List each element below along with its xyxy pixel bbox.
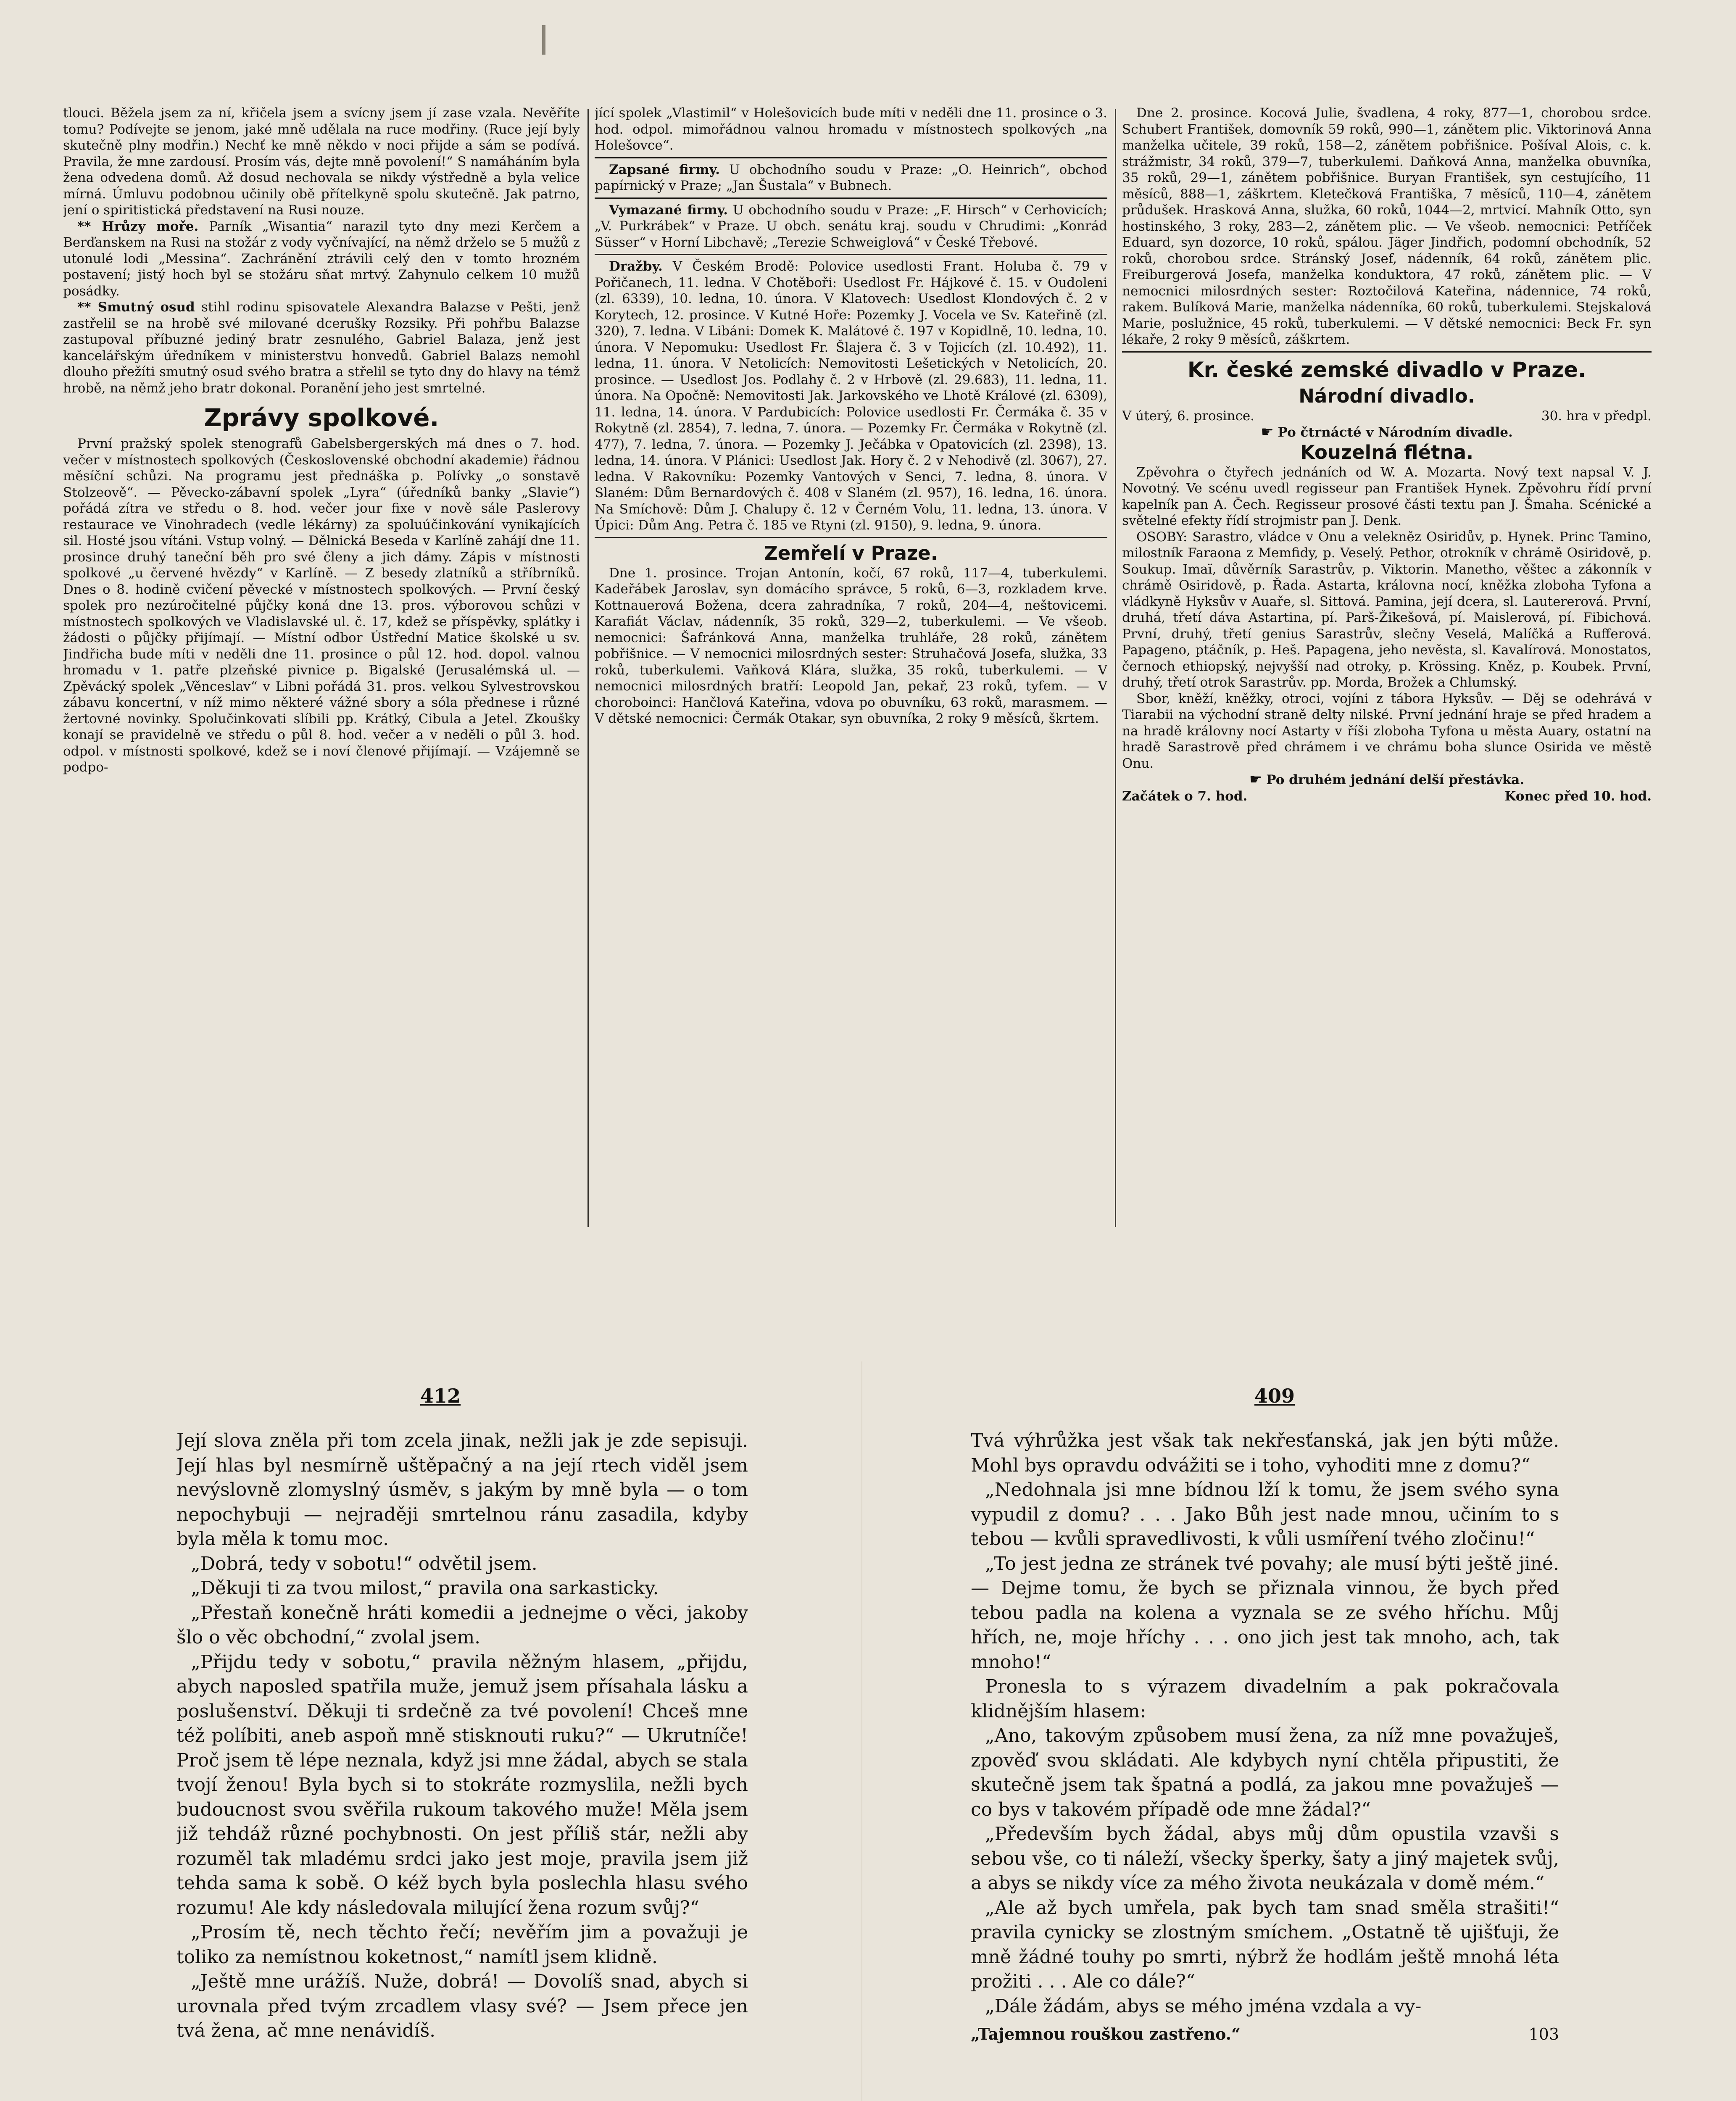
column-right bbox=[1122, 105, 1652, 1231]
paragraph: „Nedohnala jsi mne bídnou lží k tomu, že jsem svého syna vypudil z domu? . . . Jako Bůh jest nade mnou, učiním to s tebou — kvůli spravedlivosti, k vůli usmíření tvého zločinu!“ bbox=[971, 1479, 1559, 1550]
opera-title: Kouzelná flétna. bbox=[1300, 441, 1474, 463]
paragraph: „Dobrá, tedy v sobotu!“ odvětil jsem. bbox=[191, 1553, 537, 1574]
newspaper-section bbox=[63, 105, 1652, 1231]
section-title: Zprávy spolkové. bbox=[204, 403, 439, 432]
page-number: 409 bbox=[1254, 1385, 1295, 1407]
repeat-notice bbox=[1122, 424, 1652, 441]
performance-date: V úterý, 6. prosince. bbox=[1122, 408, 1255, 424]
paragraph: „Přijdu tedy v sobotu,“ pravila něžným hlasem, „přijdu, abych naposled spatřila muže, jemuž jsem přísahala lásku a poslušenství. Děkuji ti srdečně za tvé povolení! Chceš mne též políbiti, aneb aspoň mně stisknouti ruku?“ — Ukrutníče! Proč jsem tě lépe neznala, když jsi mne žádal, abych se stala tvojí ženou! Byla bych si to stokráte rozmyslila, nežli bych budoucnost svou svěřila rukoum takového muže! Měla jsem již tehdáž různé pochybnosti. On jest příliš stár, nežli aby rozuměl tak mladému srdci jako jest moje, pravila jsem již tehda sama k sobě. O kéž bych byla poslechla hlasu svého rozumu! Ale kdy následovala milující žena rozum svůj?“ bbox=[176, 1651, 748, 1919]
news-headline: ** Smutný osud bbox=[77, 300, 195, 315]
divider bbox=[595, 254, 1107, 255]
firm-deregistry bbox=[595, 202, 1107, 251]
auctions-headline: Dražby. bbox=[609, 259, 663, 274]
book-page-left bbox=[176, 1429, 748, 2101]
obituaries-text: Dne 1. prosince. Trojan Antonín, kočí, 67 roků, 117—4, tuberkulemi. Kadeřábek Jaroslav, syn domácího správce, 5 roků, 6—3, rozkladem krve. Kottnauerová Božena, dcera zahradníka, 7 roků, 204—4, neštovicemi. Karafiát Václav, nádenník, 35 roků, 329—2, tuberkulemi. — Ve všeob. nemocnici: Šafránková Anna, manželka truhláře, 28 roků, zánětem pobřišnice. — V nemocnici milosrdných sester: Struhačová Josefa, služka, 33 roků, tuberkulemi. Vaňková Klára, služka, 35 roků, tuberkulemi. — V nemocnici milosrdných bratří: Leopold Jan, pekař, 23 roků, tyfem. — V choroboinci: Hančlová Kateřina, vdova po obuvníku, 63 roků, marasmem. — V dětské nemocnici: Čermák Otakar, syn obuvníka, 2 roky 9 měsíců, škrtem. bbox=[595, 565, 1107, 726]
column-rule bbox=[1115, 109, 1116, 1227]
divider bbox=[1122, 351, 1652, 353]
news-headline: ** Hrůzy moře. bbox=[77, 219, 199, 234]
repeat-text: Po čtrnácté v Národním divadle. bbox=[1278, 425, 1513, 440]
opera-chorus: Sbor, kněží, kněžky, otroci, vojíni z tábora Hyksův. — Děj se odehrává v Tiarabii na východní straně delty nilské. První jednání hraje se před hradem a na hradě královny nocí Astarty v říši zloboha Tyfona u města Auary, ostatní na hradě Sarastrově před chrámem i ve chrámu boha slunce Osirida ve městě Onu. bbox=[1122, 691, 1652, 771]
fold-mark bbox=[542, 25, 545, 55]
firm-registry bbox=[595, 162, 1107, 194]
opera-cast: OSOBY: Sarastro, vládce v Onu a velekněz Osiridův, p. Hynek. Princ Tamino, milostník Faraona z Memfidy, p. Veselý. Pethor, otrokník v chrámě Osiridově, p. Soukup. Imaï, důvěrník Sarastrův, p. Viktorin. Manetho, věštec a zákonník v chrámě Osiridově, p. Řada. Astarta, královna nocí, kněžka zloboha Tyfona a vládkyně Hyksův v Auaře, sl. Sittová. Pamina, její dcera, sl. Lautererová. První, druhá, třetí dáva Astartina, pí. Parš-Žikešová, pí. Maislerová, pí. Fibichová. První, druhý, třetí genius Sarastrův, slečny Veselá, Malíčká a Rufferová. Papageno, ptáčník, p. Heš. Papagena, jeho nevěsta, sl. Kavalírová. Monostatos, černoch ethiopský, nejvyšší nad otroky, p. Krössing. Kněz, p. Koubek. První, druhý, třetí otrok Sarastrův. pp. Morda, Brožek a Chlumský. bbox=[1122, 529, 1652, 690]
theatre-title: Kr. české zemské divadlo v Praze. bbox=[1187, 357, 1586, 382]
registry-headline: Vymazané firmy. bbox=[609, 202, 728, 218]
news-text: Parník „Wisantia“ narazil tyto dny mezi Kerčem a Berďanskem na Rusi na stožár z vody vyčnívající, na němž drželo se 5 mužů z utonulé lodi „Messina“. Zachránění ztrávili celý den v tomto hrozném postavení; jistý hoch byl se stožáru sňat mrtvý. Zahynulo celkem 10 mužů posádky. bbox=[63, 219, 580, 299]
column-left bbox=[63, 105, 580, 1231]
column-middle bbox=[595, 105, 1107, 1231]
footer-title: „Tajemnou rouškou zastřeno.“ bbox=[971, 2025, 1241, 2043]
pointing-hand-icon: ☛ bbox=[1249, 771, 1262, 788]
footer-number: 103 bbox=[1528, 2025, 1559, 2043]
obituaries-text: Dne 2. prosince. Kocová Julie, švadlena, 4 roky, 877—1, chorobou srdce. Schubert František, domovník 59 roků, 990—1, zánětem plic. Viktorinová Anna manželka učitele, 39 roků, 158—2, zánětem pobřišnice. Pošíval Alois, c. k. strážmistr, 34 roků, 379—7, tuberkulemi. Daňková Anna, manželka obuvníka, 35 roků, 29—1, zánětem pobřišnice. Buryan František, syn cestujícího, 11 měsíců, 888—1, záškrtem. Kletečková Františka, 7 měsíců, 110—4, zánětem průdušek. Hrasková Anna, služka, 60 roků, 1044—2, mrtvicí. Mahník Otto, syn hostinského, 3 roky, 283—2, zánětem plic. — Ve všeob. nemocnici: Petříček Eduard, syn dozorce, 10 roků, spálou. Jäger Jindřich, podomní obchodník, 52 roků, chorobou srdce. Stránský Josef, nádenník, 64 roků, zánětem plic. Freiburgerová Josefa, manželka konduktora, 47 roků, zánětem plic. — V nemocnici milosrdných sester: Roztočilová Kateřina, nádennice, 74 roků, rakem. Bulíková Marie, manželka nádenníka, 60 roků, tuberkulemi. Stejskalová Marie, poslužnice, 45 roků, tuberkulemi. — V dětské nemocnici: Beck Fr. syn lékaře, 2 roky 9 měsíců, záškrtem. bbox=[1122, 105, 1652, 347]
book-page-right bbox=[971, 1429, 1559, 2101]
auctions bbox=[595, 258, 1107, 534]
club-news-text: První pražský spolek stenografů Gabelsbergerských má dnes o 7. hod. večer v místnostech spolkových (Československé obchodní akademie) řádnou měsíční schůzi. Na programu jest přednáška p. Polívky „o sonstavě Stolzeově“. — Pěvecko-zábavní spolek „Lyra“ (úředníků banky „Slavie“) pořádá zítra ve středu o 8. hod. večer jour fixe v nově sále Paslerovy restaurace ve Vinohradech (vedle lékárny) za spoluúčinkování vynikajících sil. Hosté jsou vítáni. Vstup volný. — Dělnická Beseda v Karlíně zahájí dne 11. prosince druhý taneční běh pro své členy a jich dámy. Zápis v místnosti spolkové „u červené hvězdy“ v Karlíně. — Z besedy zlatníků a stříbrníků. Dnes o 8. hodině cvičení pěvecké v místnostech spolkových. — První český spolek pro nezúročitelné půjčky koná dne 13. pros. výborovou schůzi v místnostech spolkových ve Vladislavské ul. č. 17, kdež se příspěvky, splátky i žádosti o půjčky přijímají. — Místní odbor Ústřední Matice školské u sv. Jindřicha bude míti v neděli dne 11. prosince o půl 12. hod. dopol. valnou hromadu v 1. patře plzeňské pivnice p. Bigalské (Jerusalémská ul. — Zpěvácký spolek „Věnceslav“ v Libni pořádá 31. pros. velkou Sylvestrovskou zábavu koncertní, v níž mimo některé vážné sbory a sóla přednese i různé žertovné novinky. Spolučinkovati slíbili pp. Krátký, Cibula a Jetel. Zkoušky konají se pravidelně ve středu o půl 8. hod. večer a v neděli o půl 3. hod. odpol. v místnosti spolkové, kdež se i noví členové přijímají. — Vzájemně se podpo- bbox=[63, 436, 580, 775]
end-time: Konec před 10. hod. bbox=[1504, 788, 1652, 804]
paragraph: „Ale až bych umřela, pak bych tam snad směla strašiti!“ pravila cynicky se zlostným smíchem. „Ostatně tě ujišťuji, že mně žádné touhy po smrti, nýbrž že hodlám ještě mnohá léta prožiti . . . Ale co dále?“ bbox=[971, 1897, 1559, 1992]
news-text: stihl rodinu spisovatele Alexandra Balazse v Pešti, jenž zastřelil se na hrobě své milované dcerušky Rozsiky. Při pohřbu Balazse zastupoval příbuzné jediný bratr zesnulého, Gabriel Balaza, jenž jest kancelářským úředníkem v ministerstvu honvedů. Gabriel Balazs nemohl dlouho přežíti smutný osud svého bratra a střelil se tyto dny do hlavy na témž hrobě, na němž jeho bratr dokonal. Poranění jeho jest smrtelné. bbox=[63, 300, 580, 396]
paragraph: „To jest jedna ze stránek tvé povahy; ale musí býti ještě jiné. — Dejme tomu, že bych se přiznala vinnou, že bych před tebou padla na kolena a vyznala se ze svého hříchu. Můj hřích, ne, moje hříchy . . . ono jich jest tak mnoho, ach, tak mnoho!“ bbox=[971, 1553, 1559, 1673]
paragraph: Její slova zněla při tom zcela jinak, nežli jak je zde sepisuji. Její hlas byl nesmírně uštěpačný a na její rtech viděl jsem nevýslovně zlomyslný úsměv, s jakým by mně byla — o tom nepochybuji — nejraději smrtelnou ránu zasadila, kdyby byla měla k tomu moc. bbox=[176, 1430, 748, 1550]
paragraph: Pronesla to s výrazem divadelním a pak pokračovala klidnějším hlasem: bbox=[971, 1676, 1559, 1722]
paragraph: „Dále žádám, abys se mého jména vzdala a vy- bbox=[985, 1995, 1422, 2017]
intermission-text: Po druhém jednání delší přestávka. bbox=[1266, 772, 1525, 787]
performance-date-row bbox=[1122, 408, 1652, 424]
paragraph: „Především bych žádal, abys můj dům opustila vzavši s sebou vše, co ti náleží, všecky šperky, šaty a jiný majetek svůj, a abys se nikdy více za mého života neukázala v domě mém.“ bbox=[971, 1823, 1559, 1894]
opera-description: Zpěvohra o čtyřech jednáních od W. A. Mozarta. Nový text napsal V. J. Novotný. Ve scénu uvedl regisseur pan František Hynek. Zpěvohru řídí první kapelník pan A. Čech. Regisseur prosové části textu pan J. Šmaha. Scénické a světelné efekty řídí strojmistr pan J. Denk. bbox=[1122, 464, 1652, 528]
page-footer bbox=[971, 2022, 1559, 2047]
paragraph: „Prosím tě, nech těchto řečí; nevěřím jim a považuji je toliko za nemístnou koketnost,“ namítl jsem klidně. bbox=[176, 1922, 748, 1968]
paragraph: „Ano, takovým způsobem musí žena, za níž mne považuješ, zpověď svou skládati. Ale kdybych nyní chtěla připustiti, že skutečně jsem tak špatná a podlá, za jakou mne považuješ — co bys v takovém případě ode mne žádal?“ bbox=[971, 1725, 1559, 1820]
paragraph: „Přestaň konečně hráti komedii a jednejme o věci, jakoby šlo o věc obchodní,“ zvolal jsem. bbox=[176, 1602, 748, 1648]
paragraph: Tvá výhrůžka jest však tak nekřesťanská, jak jen býti může. Mohl bys opravdu odvážiti se i toho, vyhoditi mne z domu?“ bbox=[971, 1430, 1559, 1476]
news-item bbox=[63, 299, 580, 396]
start-time: Začátek o 7. hod. bbox=[1122, 788, 1248, 804]
divider bbox=[595, 537, 1107, 538]
pointing-hand-icon: ☛ bbox=[1261, 424, 1274, 440]
column-rule bbox=[587, 109, 589, 1227]
divider bbox=[595, 157, 1107, 158]
theatre-subtitle: Národní divadlo. bbox=[1299, 384, 1475, 407]
section-title: Zemřelí v Praze. bbox=[764, 542, 938, 564]
intermission-notice bbox=[1122, 771, 1652, 788]
registry-text: U obchodního soudu v Praze: „F. Hirsch“ v Cerhovicích; „V. Purkrábek“ v Praze. U obch. senátu kraj. soudu v Chrudimi: „Konrád Süsser“ v Horní Libchavě; „Terezie Schweiglová“ v České Třebové. bbox=[595, 202, 1107, 250]
article-text: jící spolek „Vlastimil“ v Holešovicích bude míti v neděli dne 11. prosince o 3. hod. odpol. mimořádnou valnou hromadu v místnostech spolkových „na Holešovce“. bbox=[595, 105, 1107, 153]
registry-text: U obchodního soudu v Praze: „O. Heinrich“, obchod papírnický v Praze; „Jan Šustala“ v Bubnech. bbox=[595, 162, 1107, 193]
registry-headline: Zapsané firmy. bbox=[609, 162, 720, 177]
news-item bbox=[63, 219, 580, 300]
time-row bbox=[1122, 788, 1652, 805]
divider bbox=[595, 197, 1107, 199]
paragraph: „Ještě mne urážíš. Nuže, dobrá! — Dovolíš snad, abych si urovnala před tvým zrcadlem vlasy své? — Jsem přece jen tvá žena, ač mne nenávidíš. bbox=[176, 1971, 748, 2041]
paragraph: „Děkuji ti za tvou milost,“ pravila ona sarkasticky. bbox=[191, 1577, 659, 1599]
page-number: 412 bbox=[420, 1385, 461, 1407]
article-text: tlouci. Běžela jsem za ní, křičela jsem a svícny jsem jí zase vzala. Nevěříte tomu? Podívejte se jenom, jaké mně udělala na ruce modřiny. (Ruce její byly skutečně plny modřin.) Nechť ke mně někdo v noci přijde a sám se podívá. Pravila, že mne zardousí. Prosím vás, dejte mně povolení!“ S namáháním byla žena odvedena domů. Až dosud nechovala se nikdy výstředně a byla velice mírná. Úmluvu podobnou učinily obě přítelkyně spolu skutečně. Jak patrno, jení o spiritistická představení na Rusi nouze. bbox=[63, 105, 580, 218]
auctions-text: V Českém Brodě: Polovice usedlosti Frant. Holuba č. 79 v Pořičanech, 11. ledna. V Chotěboři: Usedlost Fr. Hájkové č. 15. v Oudoleni (zl. 6339), 10. ledna, 10. února. V Klatovech: Usedlost Klondových č. 2 v Korytech, 12. prosince. V Kutné Hoře: Pozemky J. Vocela ve Sv. Kateřině (zl. 320), 7. ledna. V Libáni: Domek K. Malátové č. 197 v Kopidlně, 10. ledna, 10. února. V Nepomuku: Usedlost Fr. Šlajera č. 3 v Tojicích (zl. 10.492), 11. ledna, 11. února. V Netolicích: Nemovitosti Lešetických v Netolicích, 20. prosince. — Usedlost Jos. Podlahy č. 2 v Hrbově (zl. 29.683), 11. ledna, 11. února. Na Opočně: Nemovitosti Jak. Jarkovského ve Lhotě Králové (zl. 6309), 11. ledna, 14. února. V Pardubicích: Polovice usedlosti Fr. Čermáka č. 35 v Rokytně (zl. 2854), 7. ledna, 7. února. — Pozemky Fr. Čermáka v Rokytně (zl. 477), 7. ledna, 7. února. — Pozemky J. Ječábka v Opatovicích (zl. 2398), 13. ledna, 14. února. V Plánici: Usedlost Jak. Hory č. 2 v Nehodivě (zl. 3067), 27. ledna. V Rakovníku: Pozemky Vantových v Senci, 7. ledna, 8. února. V Slaném: Dům Bernardových č. 408 v Slaném (zl. 957), 16. ledna, 16. února. Na Smíchově: Dům J. Chalupy č. 12 v Černém Volu, 11. ledna, 13. února. V Úpici: Dům Ang. Petra č. 185 ve Rtyni (zl. 9150), 9. ledna, 9. února. bbox=[595, 259, 1107, 533]
page-crease bbox=[861, 1361, 862, 2101]
subscription-number: 30. hra v předpl. bbox=[1541, 408, 1652, 424]
